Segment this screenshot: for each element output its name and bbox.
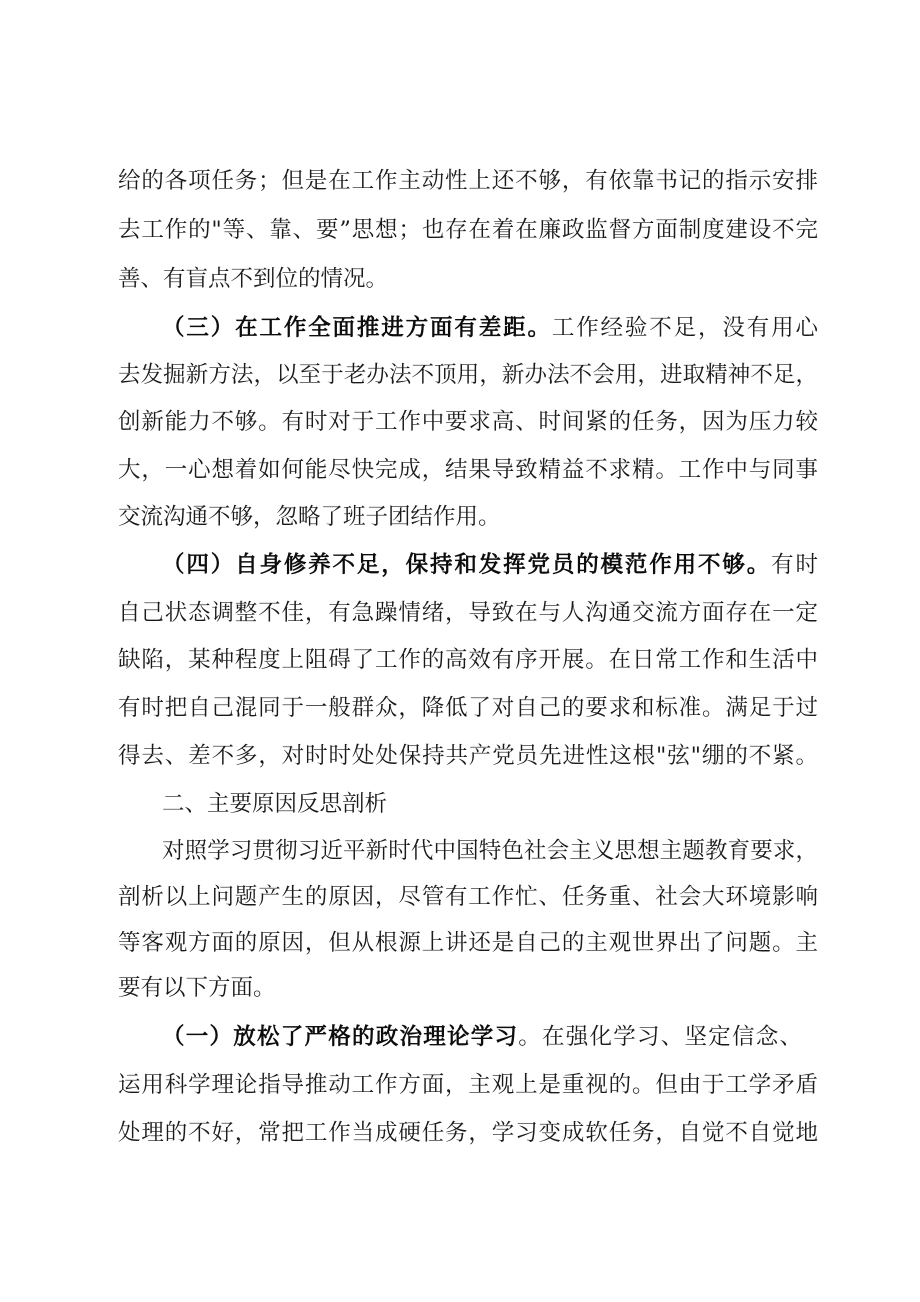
subsection-heading-line	[162, 1017, 802, 1057]
subsection-heading: （三）在工作全面推进方面有差距。	[162, 315, 552, 341]
text-line	[118, 450, 818, 490]
text-line	[118, 402, 818, 442]
subsection-heading-line	[162, 545, 818, 585]
text-line	[118, 1113, 818, 1153]
line-text: 交流沟通不够，忽略了班子团结作用。	[118, 504, 501, 530]
line-text: 得去、差不多，对时时处处保持共产党员先进性这根"弦"绷的不紧。	[118, 743, 818, 769]
section-heading	[162, 784, 818, 824]
text-line	[118, 210, 818, 250]
line-text: 。在强化学习、坚定信念、	[518, 1024, 802, 1050]
text-line	[118, 736, 818, 776]
line-text: 创新能力不够。有时对于工作中要求高、时间紧的任务，因为压力较	[118, 409, 818, 435]
text-line	[118, 593, 818, 633]
text-line	[162, 831, 818, 871]
line-text: 对照学习贯彻习近平新时代中国特色社会主义思想主题教育要求，	[162, 838, 818, 864]
subsection-heading: （四）自身修养不足，保持和发挥党员的模范作用不够。	[162, 552, 772, 578]
line-text: 处理的不好，常把工作当成硬任务，学习变成软任务，自觉不自觉地	[118, 1120, 818, 1146]
subsection-heading-line	[162, 308, 818, 348]
line-text: 剖析以上问题产生的原因，尽管有工作忙、任务重、社会大环境影响	[118, 884, 818, 910]
line-text: 有时	[771, 552, 818, 578]
text-line	[118, 161, 818, 201]
line-text: 去工作的"等、靠、要”思想；也存在着在廉政监督方面制度建设不完	[118, 217, 818, 243]
line-text: 工作经验不足，没有用心	[551, 315, 818, 341]
line-text: 等客观方面的原因，但从根源上讲还是自己的主观世界出了问题。主	[118, 930, 818, 956]
line-text: 去发掘新方法，以至于老办法不顶用，新办法不会用，进取精神不足，	[118, 362, 818, 388]
text-line	[118, 259, 818, 299]
section-heading-text: 二、主要原因反思剖析	[162, 791, 388, 817]
line-text: 大，一心想着如何能尽快完成，结果导致精益不求精。工作中与同事	[118, 457, 818, 483]
line-text: 给的各项任务；但是在工作主动性上还不够，有依靠书记的指示安排	[118, 168, 818, 194]
text-line	[118, 923, 818, 963]
text-line	[118, 1065, 818, 1105]
subsection-heading: （一）放松了严格的政治理论学习	[162, 1024, 519, 1050]
text-line	[118, 355, 818, 395]
line-text: 善、有盲点不到位的情况。	[118, 266, 389, 292]
text-line	[118, 877, 818, 917]
text-line	[118, 640, 818, 680]
line-text: 缺陷，某种程度上阻碍了工作的高效有序开展。在日常工作和生活中	[118, 647, 818, 673]
text-line	[118, 968, 818, 1008]
text-line	[118, 497, 818, 537]
line-text: 有时把自己混同于一般群众，降低了对自己的要求和标准。满足于过	[118, 695, 818, 721]
line-text: 运用科学理论指导推动工作方面，主观上是重视的。但由于工学矛盾	[118, 1072, 818, 1098]
line-text: 要有以下方面。	[118, 975, 276, 1001]
line-text: 自己状态调整不佳，有急躁情绪，导致在与人沟通交流方面存在一定	[118, 600, 818, 626]
text-line	[118, 688, 818, 728]
